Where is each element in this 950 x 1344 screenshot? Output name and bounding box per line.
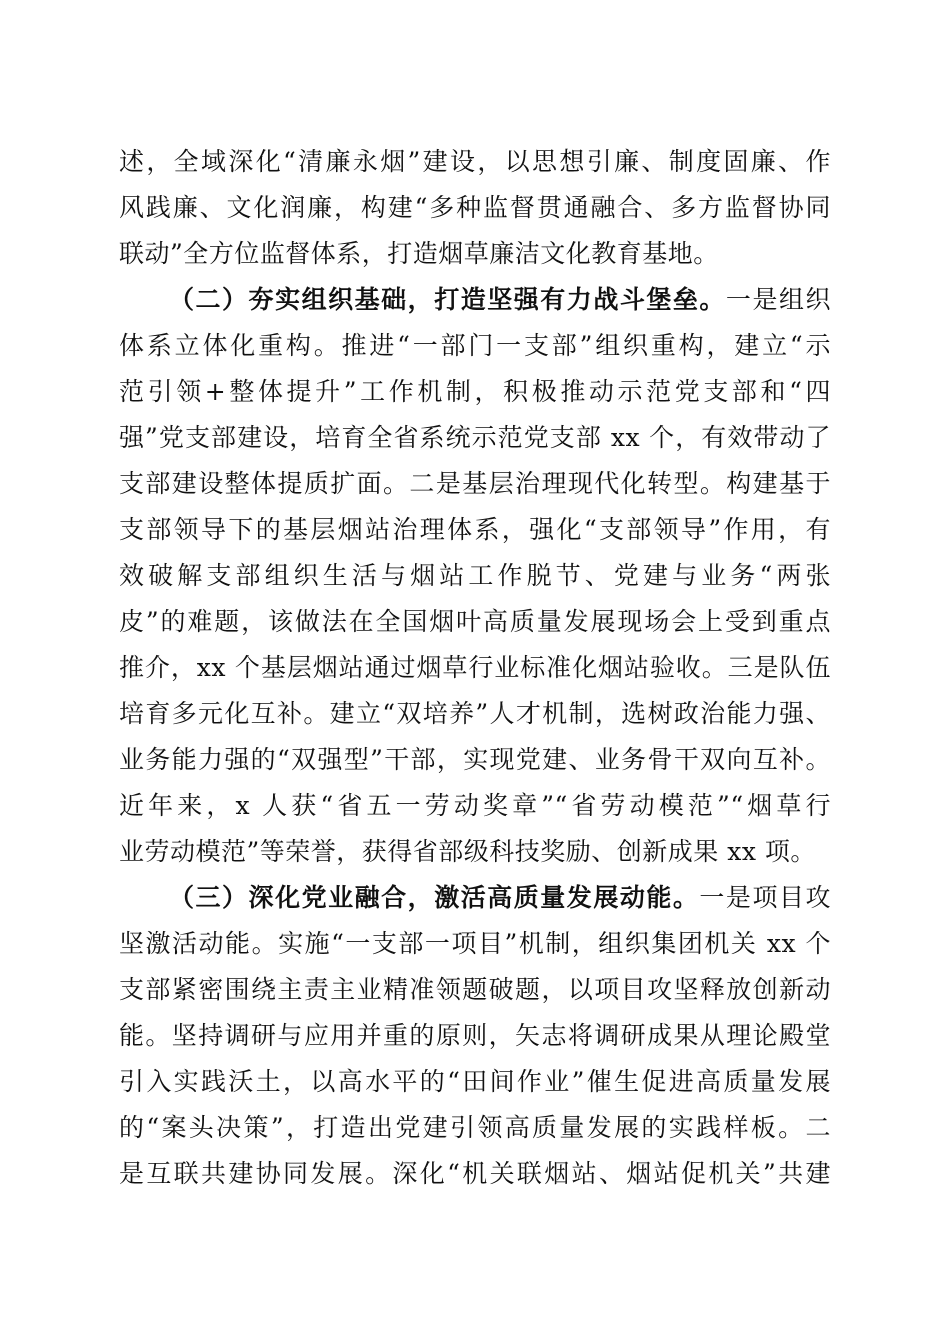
text-line: 业劳动模范”等荣誉，获得省部级科技奖励、创新成果 xx 项。 <box>119 837 816 866</box>
text-run: 一是项目攻 <box>699 883 831 912</box>
text-line: 支部领导下的基层烟站治理体系，强化“支部领导”作用，有 <box>119 515 831 544</box>
document-page <box>119 139 831 1197</box>
paragraph-3 <box>119 875 831 1197</box>
text-line: 支部紧密围绕主责主业精准领题破题，以项目攻坚释放创新动 <box>119 975 831 1004</box>
section-heading: （二）夯实组织基础，打造坚强有力战斗堡垒。 <box>169 285 726 314</box>
text-line: 述，全域深化“清廉永烟”建设，以思想引廉、制度固廉、作 <box>119 147 831 176</box>
text-line: 业务能力强的“双强型”干部，实现党建、业务骨干双向互补。 <box>119 745 831 774</box>
text-line: 引入实践沃土，以高水平的“田间作业”催生促进高质量发展 <box>119 1067 831 1096</box>
text-run: 一是组织 <box>725 285 831 314</box>
text-line <box>119 277 831 323</box>
text-line: 能。坚持调研与应用并重的原则，矢志将调研成果从理论殿堂 <box>119 1021 831 1050</box>
text-line: 是互联共建协同发展。深化“机关联烟站、烟站促机关”共建 <box>119 1159 831 1188</box>
text-line: 培育多元化互补。建立“双培养”人才机制，选树政治能力强、 <box>119 699 831 728</box>
paragraph-1 <box>119 139 831 277</box>
section-heading: （三）深化党业融合，激活高质量发展动能。 <box>169 883 700 912</box>
text-line <box>119 875 831 921</box>
text-line: 体系立体化重构。推进“一部门一支部”组织重构，建立“示 <box>119 331 831 360</box>
text-line: 坚激活动能。实施“一支部一项目”机制，组织集团机关 xx 个 <box>119 929 831 958</box>
text-line: 支部建设整体提质扩面。二是基层治理现代化转型。构建基于 <box>119 469 831 498</box>
text-line: 效破解支部组织生活与烟站工作脱节、党建与业务“两张 <box>119 561 831 590</box>
text-line: 风践廉、文化润廉，构建“多种监督贯通融合、多方监督协同 <box>119 193 831 222</box>
text-line: 推介，xx 个基层烟站通过烟草行业标准化烟站验收。三是队伍 <box>119 653 831 682</box>
text-line: 范引领+整体提升”工作机制，积极推动示范党支部和“四 <box>119 377 831 406</box>
text-line: 的“案头决策”，打造出党建引领高质量发展的实践样板。二 <box>119 1113 831 1142</box>
text-line: 强”党支部建设，培育全省系统示范党支部 xx 个，有效带动了 <box>119 423 831 452</box>
text-line: 联动”全方位监督体系，打造烟草廉洁文化教育基地。 <box>119 239 719 268</box>
text-line: 皮”的难题，该做法在全国烟叶高质量发展现场会上受到重点 <box>119 607 831 636</box>
text-line: 近年来，x 人获“省五一劳动奖章”“省劳动模范”“烟草行 <box>119 791 831 820</box>
paragraph-2 <box>119 277 831 875</box>
